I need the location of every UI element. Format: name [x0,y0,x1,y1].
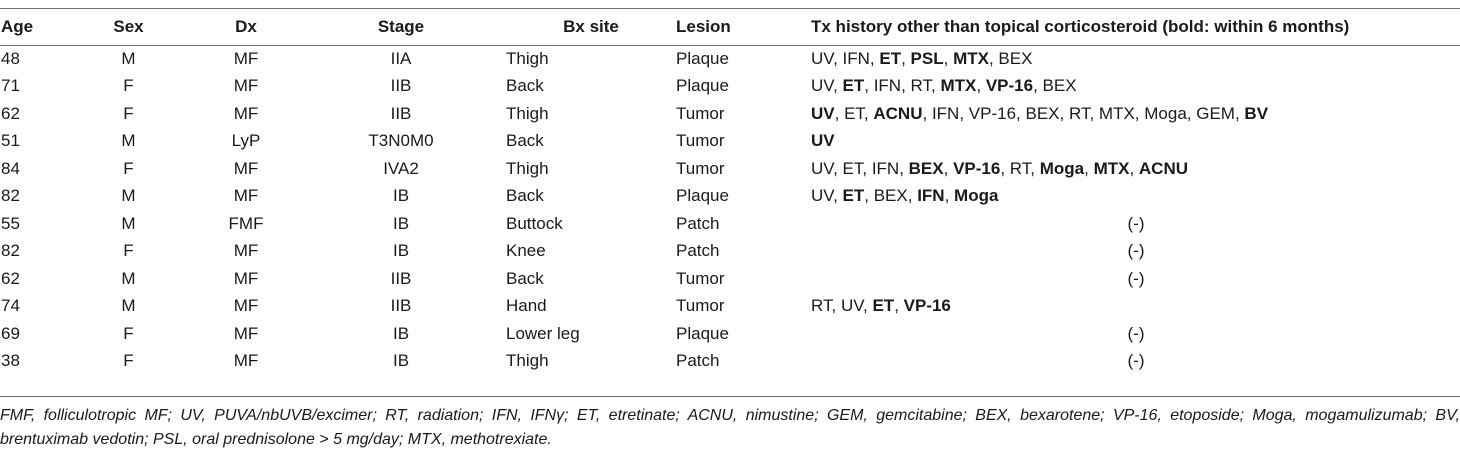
cell-age: 84 [1,158,20,178]
tx-item-recent: VP-16 [903,296,951,316]
tx-item: UV [811,186,834,206]
tx-item-recent: Moga [954,186,999,206]
cell-sex: F [123,351,134,371]
tx-item: UV [840,296,863,316]
cell-sex: M [121,296,136,316]
cell-stage: IIA [390,48,412,68]
table-row [0,320,1460,348]
cell-lesion: Plaque [676,48,729,68]
cell-tx-history: UV, ET, IFN, RT, MTX, VP-16, BEX [811,76,1077,96]
tx-item-recent: MTX [1093,158,1130,178]
tx-item-recent: ET [872,296,895,316]
header-lesion: Lesion [676,17,731,36]
tx-item: Moga [1144,103,1187,123]
cell-lesion: Patch [676,213,720,233]
tx-item-recent: BV [1244,103,1269,123]
cell-tx-history: RT, UV, ET, VP-16 [811,296,951,316]
tx-none: (-) [1127,268,1145,288]
cell-bx-site: Hand [506,296,547,316]
tx-item: UV [811,48,834,68]
table-row [0,73,1460,101]
tx-none: (-) [1127,351,1145,371]
cell-age: 62 [1,268,20,288]
cell-age: 51 [1,131,20,151]
cell-bx-site: Lower leg [506,323,580,343]
tx-item-recent: MTX [940,76,977,96]
cell-dx: MF [233,103,259,123]
tx-item: BEX [998,48,1033,68]
cell-dx: LyP [231,131,261,151]
table-row [0,210,1460,238]
cell-stage: T3N0M0 [368,131,434,151]
tx-none: (-) [1127,213,1145,233]
header-tx-history: Tx history other than topical corticosteroid (bold: within 6 months) [811,17,1350,36]
cell-sex: F [123,158,134,178]
cell-tx-history [811,128,1460,156]
tx-item-recent: BEX [908,158,944,178]
cell-lesion: Plaque [676,186,729,206]
tx-item: IFN [871,158,900,178]
cell-tx-history: UV, ET, IFN, BEX, VP-16, RT, Moga, MTX, ACNU [811,158,1189,178]
header-sex: Sex [113,17,144,36]
tx-item: BEX [873,186,908,206]
header-dx: Dx [235,17,257,36]
cell-lesion: Patch [676,241,720,261]
table-body [0,45,1460,375]
tx-item: RT [910,76,932,96]
cell-lesion: Tumor [676,268,725,288]
tx-item: UV [811,158,834,178]
cell-tx-history: UV, IFN, ET, PSL, MTX, BEX [811,48,1033,68]
tx-item: VP-16 [968,103,1017,123]
tx-item: GEM [1196,103,1235,123]
cell-lesion: Tumor [676,131,725,151]
tx-item: RT [1068,103,1090,123]
cell-sex: M [121,131,136,151]
cell-bx-site: Thigh [506,158,549,178]
cell-age: 69 [1,323,20,343]
cell-stage: IB [392,186,410,206]
table-row [0,183,1460,211]
tx-item-recent: ACNU [1138,158,1189,178]
table-row [0,155,1460,183]
tx-item-recent: UV [811,103,835,123]
tx-item: IFN [842,48,870,68]
cell-tx-history: UV, ET, BEX, IFN, Moga [811,186,999,206]
tx-item: BEX [1042,76,1077,96]
cell-dx: MF [233,241,259,261]
patient-table [0,9,1460,375]
tx-none: (-) [1127,241,1145,261]
cell-bx-site: Thigh [506,351,549,371]
tx-item-recent: ET [842,76,865,96]
cell-dx: MF [233,296,259,316]
cell-age: 62 [1,103,20,123]
tx-item-recent: IFN [917,186,945,206]
cell-stage: IIB [390,268,412,288]
tx-item: ET [844,103,864,123]
cell-sex: F [123,103,134,123]
tx-item-recent: VP-16 [953,158,1001,178]
cell-age: 74 [1,296,20,316]
cell-bx-site: Back [506,76,544,96]
cell-tx-history [811,320,1460,348]
cell-sex: M [121,186,136,206]
tx-item-recent: Moga [1039,158,1085,178]
cell-sex: M [121,48,136,68]
tx-item-recent: ET [879,48,902,68]
header-age: Age [1,17,34,36]
cell-dx: MF [233,48,259,68]
tx-item: BEX [1025,103,1060,123]
tx-item-recent: VP-16 [985,76,1034,96]
cell-dx: MF [233,76,259,96]
cell-bx-site: Thigh [506,48,549,68]
cell-bx-site: Back [506,186,544,206]
cell-sex: F [123,241,134,261]
cell-dx: MF [233,186,259,206]
cell-bx-site: Buttock [506,213,563,233]
cell-age: 55 [1,213,20,233]
cell-lesion: Plaque [676,323,729,343]
cell-stage: IVA2 [383,158,419,178]
cell-age: 71 [1,76,20,96]
cell-bx-site: Thigh [506,103,549,123]
cell-tx-history [811,348,1460,376]
tx-item: IFN [931,103,960,123]
header-stage: Stage [377,17,425,36]
cell-age: 38 [1,351,20,371]
tx-item-recent: PSL [910,48,944,68]
table-row [0,293,1460,321]
header-bx-site: Bx site [563,17,619,36]
tx-item: RT [1009,158,1031,178]
bottom-rule [0,396,1460,397]
cell-stage: IB [392,241,410,261]
cell-bx-site: Back [506,131,544,151]
cell-tx-history [811,238,1460,266]
cell-stage: IB [392,323,410,343]
cell-dx: FMF [228,213,264,233]
tx-item: ET [842,158,863,178]
tx-item-recent: MTX [953,48,989,68]
cell-lesion: Tumor [676,158,725,178]
cell-lesion: Plaque [676,76,729,96]
table-row [0,100,1460,128]
tx-item: IFN [873,76,902,96]
tx-item-recent: ET [842,186,865,206]
tx-item: RT [811,296,832,316]
cell-bx-site: Back [506,268,544,288]
cell-dx: MF [233,351,259,371]
table-row [0,128,1460,156]
tx-item: UV [811,76,834,96]
cell-lesion: Tumor [676,296,725,316]
cell-lesion: Tumor [676,103,725,123]
cell-stage: IB [392,351,410,371]
cell-sex: F [123,323,134,343]
cell-dx: MF [233,158,259,178]
cell-age: 82 [1,241,20,261]
table-row [0,238,1460,266]
tx-none: (-) [1127,323,1145,343]
cell-stage: IB [392,213,410,233]
cell-age: 48 [1,48,20,68]
tx-item-recent: ACNU [873,103,923,123]
table-row [0,348,1460,376]
cell-dx: MF [233,268,259,288]
table-footnote: FMF, folliculotropic MF; UV, PUVA/nbUVB/excimer; RT, radiation; IFN, IFNγ; ET, etretinate; ACNU, nimustine; GEM, gemcitabine; BEX, bexarotene; VP-16, etoposide; Moga, mogamulizumab; BV, brentuximab vedotin; PSL, oral prednisolone > 5 mg/day; MTX, methotrexiate. [0,407,1460,448]
cell-tx-history [811,210,1460,238]
cell-sex: M [121,268,136,288]
cell-tx-history: UV, ET, ACNU, IFN, VP-16, BEX, RT, MTX, Moga, GEM, BV [811,103,1269,123]
table-row [0,265,1460,293]
cell-sex: F [123,76,134,96]
tx-item: MTX [1098,103,1135,123]
cell-bx-site: Knee [506,241,546,261]
cell-age: 82 [1,186,20,206]
cell-stage: IIB [390,103,412,123]
tx-item-recent: UV [811,131,835,151]
cell-dx: MF [233,323,259,343]
cell-lesion: Patch [676,351,720,371]
cell-sex: M [121,213,136,233]
header-row [0,9,1460,45]
cell-stage: IIB [390,76,412,96]
cell-stage: IIB [390,296,412,316]
table-row [0,45,1460,73]
cell-tx-history [811,265,1460,293]
